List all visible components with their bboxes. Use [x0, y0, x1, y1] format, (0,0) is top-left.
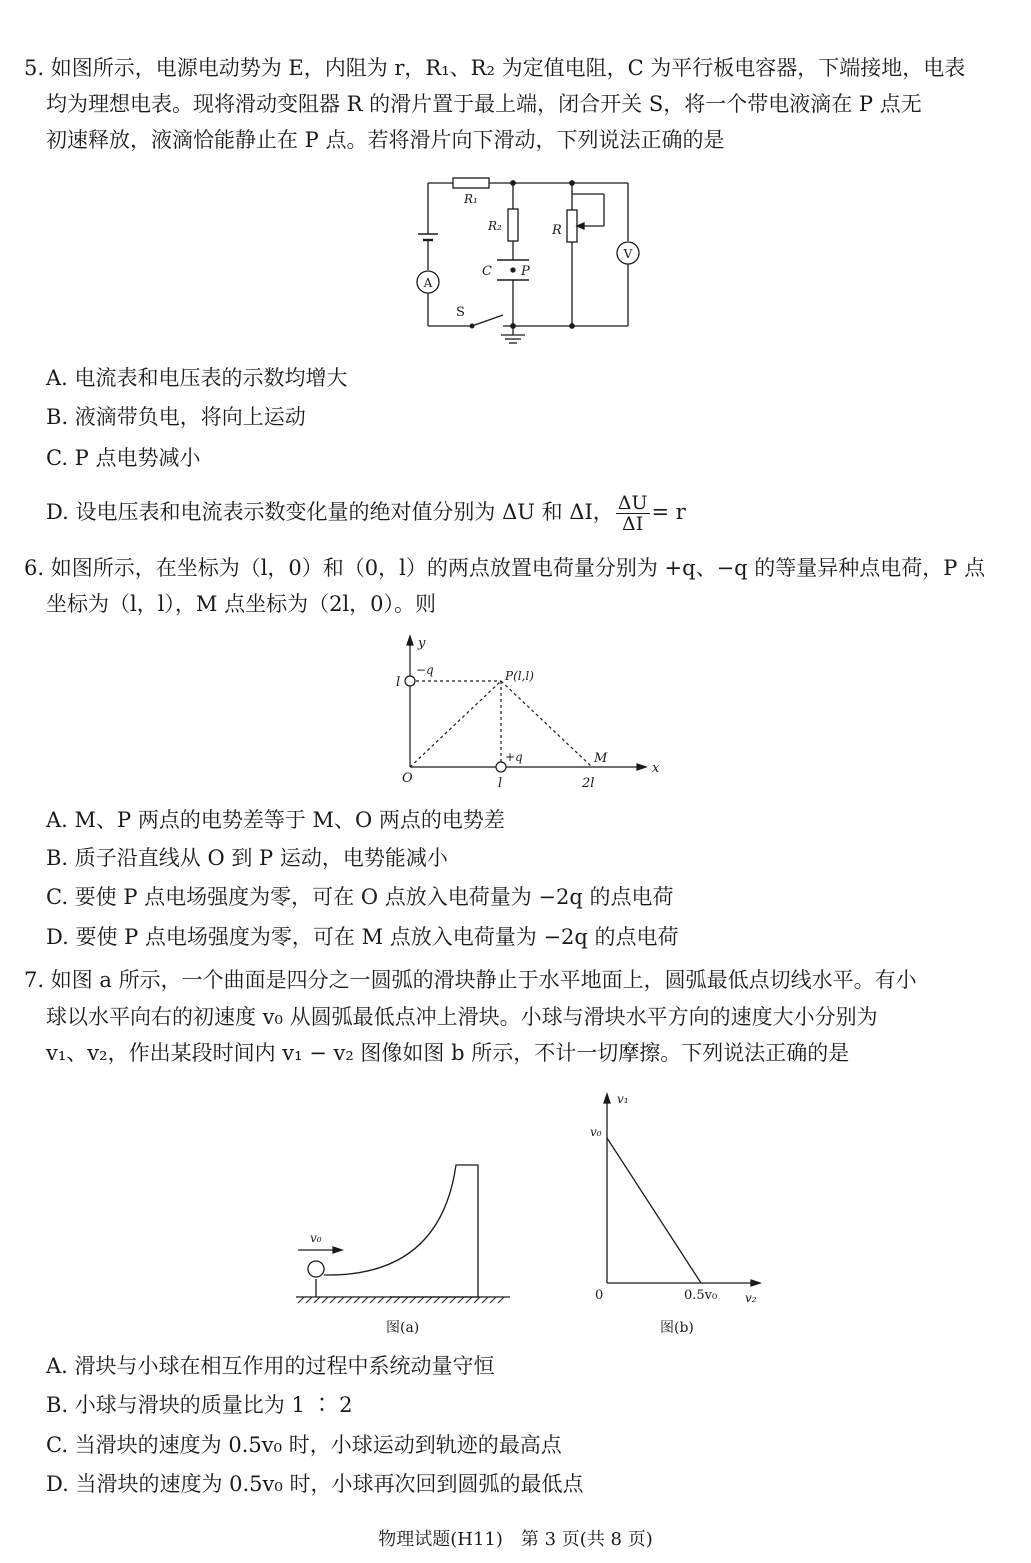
q7-option-d: D. 当滑块的速度为 0.5v₀ 时，小球再次回到圆弧的最低点	[46, 1472, 584, 1496]
q6-option-b: B. 质子沿直线从 O 到 P 运动，电势能减小	[46, 846, 448, 870]
q7-figure-a	[290, 1155, 520, 1345]
q6-option-c: C. 要使 P 点电场强度为零，可在 O 点放入电荷量为 −2q 的点电荷	[46, 885, 674, 909]
q5-option-d	[46, 488, 686, 536]
q5-option-d-suffix: = r	[651, 500, 686, 524]
point-p	[511, 268, 515, 272]
label-p: P	[521, 264, 530, 279]
origin-label: O	[402, 771, 413, 786]
tick-half-v0: 0.5v₀	[684, 1288, 718, 1303]
label-neg-q: −q	[416, 663, 434, 677]
slider	[324, 1165, 478, 1297]
page-footer: 物理试题(H11) 第 3 页(共 8 页)	[378, 1529, 653, 1550]
q7-stem-line-1: 7. 如图 a 所示，一个曲面是四分之一圆弧的滑块静止于水平地面上，圆弧最低点切线水平。有小	[24, 968, 917, 992]
label-pos-q: +q	[505, 750, 523, 764]
q6-option-d: D. 要使 P 点电场强度为零，可在 M 点放入电荷量为 −2q 的点电荷	[46, 925, 679, 949]
label-r2: R₂	[488, 219, 502, 233]
label-c: C	[482, 264, 492, 279]
tick-l-y: l	[396, 675, 401, 690]
tick-v0: v₀	[590, 1125, 602, 1139]
label-r1: R₁	[464, 192, 478, 206]
q5-stem-line-2: 均为理想电表。现将滑动变阻器 R 的滑片置于最上端，闭合开关 S，将一个带电液滴在 P 点无	[46, 92, 922, 116]
q5-option-a: A. 电流表和电压表的示数均增大	[46, 366, 348, 390]
q6-stem-line-2: 坐标为（l，l），M 点坐标为（2l，0）。则	[46, 592, 437, 616]
q5-option-b: B. 液滴带负电，将向上运动	[46, 405, 306, 429]
label-r: R	[552, 223, 562, 238]
axis-y-label: y	[418, 636, 426, 651]
ball	[308, 1261, 324, 1277]
q5-option-c: C. P 点电势减小	[46, 446, 201, 470]
r1-resistor	[453, 178, 489, 188]
tick-2l: 2l	[582, 776, 595, 790]
caption-b: 图(b)	[660, 1320, 694, 1336]
axis-v2: v₂	[745, 1291, 757, 1305]
q6-option-a: A. M、P 两点的电势差等于 M、O 两点的电势差	[46, 808, 505, 832]
axis-x-label: x	[652, 761, 660, 776]
label-voltmeter: V	[623, 247, 633, 261]
tick-l-x: l	[498, 776, 503, 790]
q7-option-a: A. 滑块与小球在相互作用的过程中系统动量守恒	[46, 1354, 495, 1378]
q5-stem-line-3: 初速释放，液滴恰能静止在 P 点。若将滑片向下滑动，下列说法正确的是	[46, 128, 725, 152]
q7-stem-line-2: 球以水平向右的初速度 v₀ 从圆弧最低点冲上滑块。小球与滑块水平方向的速度大小分别为	[46, 1005, 878, 1029]
q5-option-d-text: D. 设电压表和电流表示数变化量的绝对值分别为 ΔU 和 ΔI，	[46, 500, 614, 524]
q7-figure-b	[580, 1088, 770, 1338]
q5-circuit-diagram	[400, 168, 640, 353]
r2-resistor	[508, 209, 518, 241]
label-ammeter: A	[423, 276, 433, 290]
q7-option-c: C. 当滑块的速度为 0.5v₀ 时，小球运动到轨迹的最高点	[46, 1433, 562, 1457]
switch	[472, 315, 503, 326]
label-v0: v₀	[310, 1231, 322, 1245]
frac-numerator: ΔU	[617, 492, 648, 514]
q6-coordinate-diagram	[388, 630, 668, 790]
ground-hatch	[298, 1297, 504, 1303]
axis-v1: v₁	[617, 1092, 629, 1106]
delta-u-over-delta-i	[616, 493, 650, 534]
q5-stem-line-1: 5. 如图所示，电源电动势为 E，内阻为 r，R₁、R₂ 为定值电阻，C 为平行板电容器，下端接地，电表	[24, 56, 966, 80]
tick-zero: 0	[595, 1288, 604, 1303]
label-switch: S	[456, 305, 465, 320]
q7-option-b: B. 小球与滑块的质量比为 1 ∶ 2	[46, 1393, 353, 1417]
frac-denominator: ΔI	[622, 513, 644, 535]
negative-charge	[405, 676, 415, 686]
label-p: P(l,l)	[505, 669, 534, 683]
q6-stem-line-1: 6. 如图所示，在坐标为（l，0）和（0，l）的两点放置电荷量分别为 +q、−q 的等量异种点电荷，P 点	[24, 556, 986, 580]
caption-a: 图(a)	[386, 1320, 420, 1336]
label-m: M	[594, 751, 608, 766]
q7-stem-line-3: v₁、v₂，作出某段时间内 v₁ − v₂ 图像如图 b 所示，不计一切摩擦。下列说法正确的是	[46, 1041, 850, 1065]
v1-v2-line	[607, 1138, 701, 1283]
